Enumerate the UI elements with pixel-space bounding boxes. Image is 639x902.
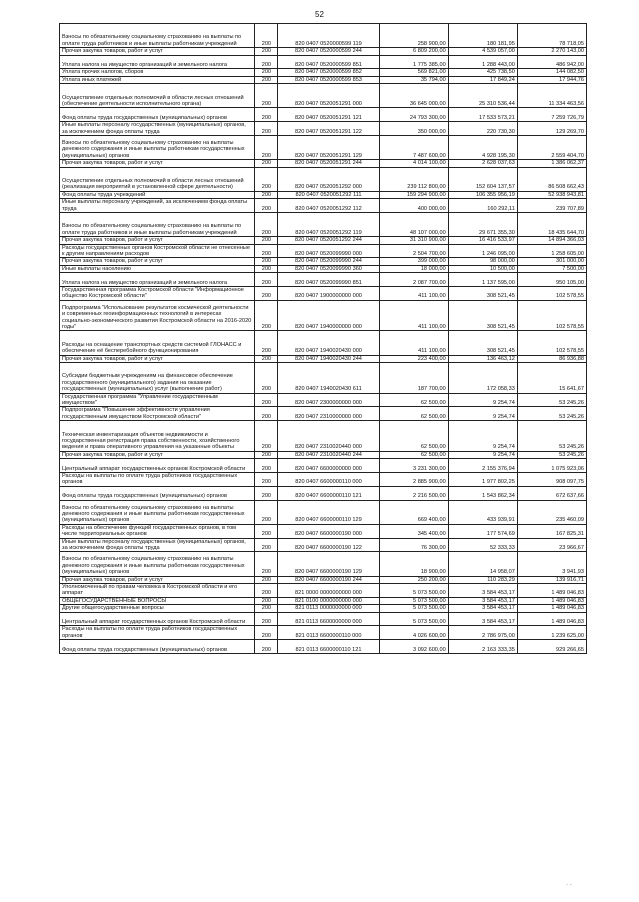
cell-line-code: 200 <box>255 597 278 604</box>
table-row <box>60 69 587 76</box>
cell-unexecuted: 1 489 046,83 <box>517 584 586 598</box>
table-row <box>60 199 587 213</box>
table-row <box>60 258 587 265</box>
cell-line-code: 200 <box>255 421 278 452</box>
cell-name: Уплата иных платежей <box>60 76 255 83</box>
cell-line-code: 200 <box>255 363 278 394</box>
cell-executed: 16 416 533,97 <box>448 237 517 244</box>
cell-budget-classification: 820 0407 0520000599 244 <box>278 48 379 55</box>
cell-line-code: 200 <box>255 576 278 583</box>
cell-name: Прочая закупка товаров, работ и услуг <box>60 451 255 458</box>
cell-line-code: 200 <box>255 300 278 331</box>
cell-name: Расходы государственных органов Костромской области не отнесенные к другим направлениям расходов <box>60 244 255 258</box>
cell-approved: 62 500,00 <box>379 421 448 452</box>
cell-line-code: 200 <box>255 393 278 407</box>
cell-name: Расходы на оснащение транспортных средств системой ГЛОНАСС и обеспечение её бесперебойного функционирования <box>60 331 255 355</box>
cell-executed: 4 539 057,00 <box>448 48 517 55</box>
cell-name: Центральный аппарат государственных органов Костромской области <box>60 612 255 626</box>
cell-approved: 1 775 385,00 <box>379 55 448 69</box>
cell-line-code: 200 <box>255 451 278 458</box>
table-row <box>60 473 587 487</box>
cell-executed: 3 584 453,17 <box>448 612 517 626</box>
cell-budget-classification: 820 0407 0520000599 853 <box>278 76 379 83</box>
cell-budget-classification: 820 0407 0520099990 851 <box>278 273 379 287</box>
cell-unexecuted: 15 641,67 <box>517 363 586 394</box>
table-row <box>60 605 587 612</box>
cell-unexecuted: 2 270 143,00 <box>517 48 586 55</box>
cell-line-code: 200 <box>255 191 278 198</box>
cell-budget-classification: 820 0407 0520051292 112 <box>278 199 379 213</box>
cell-executed: 52 333,33 <box>448 538 517 552</box>
cell-unexecuted: 1 239 625,00 <box>517 626 586 640</box>
cell-line-code: 200 <box>255 486 278 500</box>
table-row <box>60 136 587 160</box>
cell-line-code: 200 <box>255 265 278 272</box>
cell-unexecuted: 52 938 943,81 <box>517 191 586 198</box>
cell-budget-classification: 820 0407 0520051292 119 <box>278 213 379 237</box>
table-row <box>60 538 587 552</box>
cell-executed: 17 533 573,21 <box>448 108 517 122</box>
cell-unexecuted: 144 082,50 <box>517 69 586 76</box>
cell-line-code: 200 <box>255 473 278 487</box>
cell-line-code: 200 <box>255 287 278 301</box>
cell-line-code: 200 <box>255 524 278 538</box>
cell-executed: 3 584 453,17 <box>448 605 517 612</box>
cell-line-code: 200 <box>255 69 278 76</box>
cell-name: Осуществление отдельных полномочий в области лесных отношений (обеспечение деятельности исполнительного органа) <box>60 84 255 108</box>
cell-budget-classification: 820 0407 0520051291 129 <box>278 136 379 160</box>
cell-approved: 3 092 600,00 <box>379 640 448 654</box>
cell-budget-classification: 820 0407 6600000190 244 <box>278 576 379 583</box>
cell-executed: 160 292,11 <box>448 199 517 213</box>
cell-executed: 425 738,50 <box>448 69 517 76</box>
cell-executed: 25 310 536,44 <box>448 84 517 108</box>
cell-approved: 62 500,00 <box>379 451 448 458</box>
table-row <box>60 55 587 69</box>
cell-name: ОБЩЕГОСУДАРСТВЕННЫЕ ВОПРОСЫ <box>60 597 255 604</box>
cell-line-code: 200 <box>255 48 278 55</box>
cell-executed: 177 574,69 <box>448 524 517 538</box>
cell-executed: 9 254,74 <box>448 421 517 452</box>
cell-name: Подпрограмма "Повышение эффективности управления государственным имуществом Костромской области" <box>60 407 255 421</box>
cell-budget-classification: 820 0407 1940020430 611 <box>278 363 379 394</box>
cell-approved: 258 900,00 <box>379 24 448 48</box>
table-row <box>60 160 587 167</box>
cell-name: Прочая закупка товаров, работ и услуг <box>60 48 255 55</box>
table-row <box>60 552 587 576</box>
cell-name: Фонд оплаты труда государственных (муниципальных) органов <box>60 640 255 654</box>
cell-name: Расходы на выплаты по оплате труда работников государственных органов <box>60 626 255 640</box>
cell-budget-classification: 820 0407 0520099990 360 <box>278 265 379 272</box>
cell-unexecuted: 1 258 605,00 <box>517 244 586 258</box>
table-row <box>60 24 587 48</box>
cell-budget-classification: 820 0407 0520000599 851 <box>278 55 379 69</box>
cell-budget-classification: 821 0113 6600000110 000 <box>278 626 379 640</box>
cell-executed: 1 246 095,00 <box>448 244 517 258</box>
cell-budget-classification: 820 0407 0520099990 000 <box>278 244 379 258</box>
cell-approved: 3 231 300,00 <box>379 459 448 473</box>
table-row <box>60 191 587 198</box>
cell-approved: 4 014 100,00 <box>379 160 448 167</box>
cell-name: Уплата прочих налогов, сборов <box>60 69 255 76</box>
cell-line-code: 200 <box>255 199 278 213</box>
cell-name: Иные выплаты населению <box>60 265 255 272</box>
cell-unexecuted: 11 334 463,56 <box>517 84 586 108</box>
cell-approved: 4 026 600,00 <box>379 626 448 640</box>
cell-budget-classification: 820 0407 2310020440 244 <box>278 451 379 458</box>
cell-name: Прочая закупка товаров, работ и услуг <box>60 576 255 583</box>
cell-line-code: 200 <box>255 258 278 265</box>
cell-budget-classification: 820 0407 6600000110 000 <box>278 473 379 487</box>
cell-budget-classification: 820 0407 1900000000 000 <box>278 287 379 301</box>
table-row <box>60 287 587 301</box>
cell-line-code: 200 <box>255 273 278 287</box>
cell-approved: 350 000,00 <box>379 122 448 136</box>
cell-name: Взносы по обязательному социальному страхованию на выплаты по оплате труда работников и иные выплаты работникам учреждений <box>60 24 255 48</box>
cell-line-code: 200 <box>255 122 278 136</box>
cell-executed: 9 254,74 <box>448 393 517 407</box>
cell-executed: 308 521,45 <box>448 287 517 301</box>
cell-executed: 106 355 956,19 <box>448 191 517 198</box>
cell-line-code: 200 <box>255 331 278 355</box>
cell-executed: 29 671 355,30 <box>448 213 517 237</box>
table-row <box>60 167 587 191</box>
cell-executed: 152 604 137,57 <box>448 167 517 191</box>
cell-unexecuted: 235 460,09 <box>517 500 586 524</box>
cell-approved: 411 100,00 <box>379 287 448 301</box>
cell-name: Государственная программа "Управление государственным имуществом" <box>60 393 255 407</box>
cell-approved: 411 100,00 <box>379 300 448 331</box>
cell-unexecuted: 86 508 662,43 <box>517 167 586 191</box>
cell-approved: 5 073 500,00 <box>379 597 448 604</box>
cell-unexecuted: 929 266,65 <box>517 640 586 654</box>
cell-budget-classification: 820 0407 0520051292 111 <box>278 191 379 198</box>
cell-unexecuted: 7 500,00 <box>517 265 586 272</box>
cell-executed: 1 137 595,00 <box>448 273 517 287</box>
table-row <box>60 273 587 287</box>
cell-name: Техническая инвентаризация объектов недвижимости и государственная регистрация права собственности, хозяйственного ведения и права оперативного управления на указанные объекты <box>60 421 255 452</box>
cell-line-code: 200 <box>255 76 278 83</box>
cell-line-code: 200 <box>255 612 278 626</box>
cell-unexecuted: 1 489 046,83 <box>517 597 586 604</box>
cell-line-code: 200 <box>255 167 278 191</box>
cell-approved: 76 300,00 <box>379 538 448 552</box>
cell-line-code: 200 <box>255 407 278 421</box>
cell-name: Прочая закупка товаров, работ и услуг <box>60 237 255 244</box>
cell-approved: 5 073 500,00 <box>379 605 448 612</box>
cell-name: Расходы на выплаты по оплате труда работников государственных органов <box>60 473 255 487</box>
cell-unexecuted: 53 245,26 <box>517 393 586 407</box>
cell-name: Фонд оплаты труда учреждений <box>60 191 255 198</box>
cell-executed: 180 181,95 <box>448 24 517 48</box>
table-row <box>60 363 587 394</box>
cell-executed: 2 786 975,00 <box>448 626 517 640</box>
cell-line-code: 200 <box>255 605 278 612</box>
cell-unexecuted: 78 718,05 <box>517 24 586 48</box>
cell-name: Осуществление отдельных полномочий в области лесных отношений (реализация мероприятий в установленной сфере деятельности) <box>60 167 255 191</box>
cell-unexecuted: 17 944,76 <box>517 76 586 83</box>
cell-line-code: 200 <box>255 355 278 362</box>
cell-unexecuted: 1 075 923,06 <box>517 459 586 473</box>
cell-unexecuted: 1 489 046,83 <box>517 605 586 612</box>
cell-unexecuted: 486 942,00 <box>517 55 586 69</box>
cell-name: Фонд оплаты труда государственных (муниципальных) органов <box>60 108 255 122</box>
table-row <box>60 108 587 122</box>
cell-budget-classification: 820 0407 0520000599 852 <box>278 69 379 76</box>
cell-unexecuted: 23 966,67 <box>517 538 586 552</box>
cell-budget-classification: 820 0407 0520051292 000 <box>278 167 379 191</box>
cell-budget-classification: 820 0407 0520051291 244 <box>278 160 379 167</box>
cell-unexecuted: 672 637,66 <box>517 486 586 500</box>
cell-name: Другие общегосударственные вопросы <box>60 605 255 612</box>
cell-executed: 433 939,91 <box>448 500 517 524</box>
cell-budget-classification: 821 0100 0000000000 000 <box>278 597 379 604</box>
page-number: 52 <box>315 10 324 19</box>
cell-line-code: 200 <box>255 244 278 258</box>
cell-approved: 159 294 900,00 <box>379 191 448 198</box>
table-body <box>60 24 587 654</box>
cell-approved: 31 310 900,00 <box>379 237 448 244</box>
cell-name: Центральный аппарат государственных органов Костромской области <box>60 459 255 473</box>
table-row <box>60 597 587 604</box>
cell-unexecuted: 2 559 404,70 <box>517 136 586 160</box>
cell-unexecuted: 301 000,00 <box>517 258 586 265</box>
cell-line-code: 200 <box>255 459 278 473</box>
table-row <box>60 407 587 421</box>
table-row <box>60 524 587 538</box>
cell-name: Иные выплаты персоналу государственных (муниципальных) органов, за исключением фонда оплаты труда <box>60 538 255 552</box>
table-row <box>60 76 587 83</box>
cell-unexecuted: 102 578,55 <box>517 331 586 355</box>
cell-line-code: 200 <box>255 552 278 576</box>
table-row <box>60 331 587 355</box>
cell-budget-classification: 820 0407 0520051291 000 <box>278 84 379 108</box>
cell-approved: 35 794,00 <box>379 76 448 83</box>
cell-executed: 98 000,00 <box>448 258 517 265</box>
cell-budget-classification: 820 0407 2310020440 000 <box>278 421 379 452</box>
cell-approved: 62 500,00 <box>379 407 448 421</box>
cell-approved: 18 000,00 <box>379 265 448 272</box>
table-row <box>60 48 587 55</box>
cell-name: Уполномоченный по правам человека в Костромской области и его аппарат <box>60 584 255 598</box>
cell-executed: 172 058,33 <box>448 363 517 394</box>
cell-budget-classification: 820 0407 2300000000 000 <box>278 393 379 407</box>
cell-budget-classification: 820 0407 6600000110 129 <box>278 500 379 524</box>
cell-executed: 3 584 453,17 <box>448 584 517 598</box>
cell-line-code: 200 <box>255 500 278 524</box>
cell-budget-classification: 821 0113 6600000110 121 <box>278 640 379 654</box>
table-row <box>60 459 587 473</box>
cell-unexecuted: 53 245,26 <box>517 421 586 452</box>
table-row <box>60 122 587 136</box>
cell-executed: 110 283,29 <box>448 576 517 583</box>
cell-name: Взносы по обязательному социальному страхованию на выплаты денежного содержания и иные выплаты работникам государственных (муниципальных) органов <box>60 500 255 524</box>
cell-line-code: 200 <box>255 584 278 598</box>
cell-name: Прочая закупка товаров, работ и услуг <box>60 355 255 362</box>
cell-approved: 569 821,00 <box>379 69 448 76</box>
table-row <box>60 486 587 500</box>
cell-executed: 4 928 195,30 <box>448 136 517 160</box>
cell-approved: 5 073 500,00 <box>379 584 448 598</box>
cell-executed: 10 500,00 <box>448 265 517 272</box>
cell-unexecuted: 7 259 726,79 <box>517 108 586 122</box>
cell-executed: 9 254,74 <box>448 407 517 421</box>
table-row <box>60 640 587 654</box>
cell-approved: 48 107 000,00 <box>379 213 448 237</box>
cell-name: Уплата налога на имущество организаций и земельного налога <box>60 55 255 69</box>
table-row <box>60 213 587 237</box>
cell-approved: 2 087 700,00 <box>379 273 448 287</box>
table-row <box>60 393 587 407</box>
cell-budget-classification: 820 0407 0520000599 119 <box>278 24 379 48</box>
cell-unexecuted: 53 245,26 <box>517 407 586 421</box>
cell-unexecuted: 239 707,89 <box>517 199 586 213</box>
cell-budget-classification: 820 0407 6600000190 000 <box>278 524 379 538</box>
table-row <box>60 421 587 452</box>
cell-executed: 2 155 376,94 <box>448 459 517 473</box>
table-row <box>60 265 587 272</box>
cell-executed: 1 288 443,00 <box>448 55 517 69</box>
cell-name: Прочая закупка товаров, работ и услуг <box>60 160 255 167</box>
cell-approved: 250 200,00 <box>379 576 448 583</box>
cell-name: Уплата налога на имущество организаций и земельного налога <box>60 273 255 287</box>
cell-line-code: 200 <box>255 24 278 48</box>
cell-unexecuted: 86 936,88 <box>517 355 586 362</box>
scan-artifact: . . <box>566 880 572 887</box>
cell-budget-classification: 820 0407 1940020430 000 <box>278 331 379 355</box>
cell-unexecuted: 102 578,55 <box>517 287 586 301</box>
cell-line-code: 200 <box>255 108 278 122</box>
cell-line-code: 200 <box>255 213 278 237</box>
cell-unexecuted: 129 269,70 <box>517 122 586 136</box>
cell-approved: 5 073 500,00 <box>379 612 448 626</box>
cell-budget-classification: 820 0407 0520051291 121 <box>278 108 379 122</box>
cell-approved: 400 000,00 <box>379 199 448 213</box>
cell-unexecuted: 950 105,00 <box>517 273 586 287</box>
cell-executed: 17 849,24 <box>448 76 517 83</box>
cell-approved: 345 400,00 <box>379 524 448 538</box>
cell-line-code: 200 <box>255 538 278 552</box>
table-row <box>60 576 587 583</box>
cell-name: Субсидии бюджетным учреждениям на финансовое обеспечение государственного (муниципального) задания на оказание государственных (муниципальных) услуг (выполнение работ) <box>60 363 255 394</box>
cell-approved: 6 809 200,00 <box>379 48 448 55</box>
cell-approved: 2 504 700,00 <box>379 244 448 258</box>
table-row <box>60 612 587 626</box>
cell-executed: 136 463,12 <box>448 355 517 362</box>
cell-approved: 62 500,00 <box>379 393 448 407</box>
cell-name: Прочая закупка товаров, работ и услуг <box>60 258 255 265</box>
cell-approved: 24 793 300,00 <box>379 108 448 122</box>
cell-unexecuted: 18 435 644,70 <box>517 213 586 237</box>
table-row <box>60 355 587 362</box>
cell-line-code: 200 <box>255 55 278 69</box>
cell-executed: 220 730,30 <box>448 122 517 136</box>
cell-executed: 308 521,45 <box>448 331 517 355</box>
cell-approved: 669 400,00 <box>379 500 448 524</box>
cell-approved: 411 100,00 <box>379 331 448 355</box>
cell-name: Взносы по обязательному социальному страхованию на выплаты по оплате труда работников и иные выплаты работникам учреждений <box>60 213 255 237</box>
cell-approved: 18 900,00 <box>379 552 448 576</box>
table-row <box>60 244 587 258</box>
cell-approved: 7 487 600,00 <box>379 136 448 160</box>
cell-executed: 1 977 802,25 <box>448 473 517 487</box>
cell-executed: 308 521,45 <box>448 300 517 331</box>
cell-unexecuted: 3 941,93 <box>517 552 586 576</box>
cell-approved: 2 216 500,00 <box>379 486 448 500</box>
cell-approved: 399 000,00 <box>379 258 448 265</box>
cell-name: Иные выплаты персоналу учреждений, за исключением фонда оплаты труда <box>60 199 255 213</box>
cell-budget-classification: 821 0113 6600000000 000 <box>278 612 379 626</box>
cell-executed: 3 584 453,17 <box>448 597 517 604</box>
cell-approved: 2 885 900,00 <box>379 473 448 487</box>
cell-unexecuted: 139 916,71 <box>517 576 586 583</box>
cell-budget-classification: 820 0407 1940000000 000 <box>278 300 379 331</box>
table-row <box>60 500 587 524</box>
table-row <box>60 451 587 458</box>
cell-approved: 239 112 800,00 <box>379 167 448 191</box>
cell-unexecuted: 1 489 046,83 <box>517 612 586 626</box>
cell-budget-classification: 820 0407 1940020430 244 <box>278 355 379 362</box>
cell-budget-classification: 820 0407 6600000110 121 <box>278 486 379 500</box>
cell-budget-classification: 820 0407 6600000000 000 <box>278 459 379 473</box>
cell-line-code: 200 <box>255 136 278 160</box>
cell-line-code: 200 <box>255 160 278 167</box>
cell-budget-classification: 820 0407 6600000190 129 <box>278 552 379 576</box>
cell-unexecuted: 102 578,55 <box>517 300 586 331</box>
cell-line-code: 200 <box>255 640 278 654</box>
cell-executed: 9 254,74 <box>448 451 517 458</box>
table-row <box>60 84 587 108</box>
cell-line-code: 200 <box>255 84 278 108</box>
table-row <box>60 584 587 598</box>
table-row <box>60 300 587 331</box>
cell-budget-classification: 820 0407 0520051292 244 <box>278 237 379 244</box>
cell-budget-classification: 821 0000 0000000000 000 <box>278 584 379 598</box>
budget-execution-table <box>59 23 587 654</box>
cell-line-code: 200 <box>255 626 278 640</box>
cell-approved: 36 645 000,00 <box>379 84 448 108</box>
cell-executed: 1 543 862,34 <box>448 486 517 500</box>
cell-name: Взносы по обязательному социальному страхованию на выплаты денежного содержания и иные выплаты работникам государственных (муниципальных) органов <box>60 552 255 576</box>
cell-budget-classification: 820 0407 2310000000 000 <box>278 407 379 421</box>
cell-name: Расходы на обеспечение функций государственных органов, в том числе территориальных органов <box>60 524 255 538</box>
cell-budget-classification: 820 0407 6600000190 122 <box>278 538 379 552</box>
cell-unexecuted: 167 825,31 <box>517 524 586 538</box>
cell-executed: 2 163 333,35 <box>448 640 517 654</box>
cell-name: Подпрограмма "Использование результатов космической деятельности и современных геоинформационных технологий в интересах социально-экономического развития Костромской области на 2016-2020 годы" <box>60 300 255 331</box>
cell-budget-classification: 820 0407 0520051291 122 <box>278 122 379 136</box>
cell-unexecuted: 14 894 366,03 <box>517 237 586 244</box>
cell-executed: 14 958,07 <box>448 552 517 576</box>
table-row <box>60 626 587 640</box>
cell-budget-classification: 821 0113 0000000000 000 <box>278 605 379 612</box>
cell-unexecuted: 908 097,75 <box>517 473 586 487</box>
cell-name: Взносы по обязательному социальному страхованию на выплаты денежного содержания и иные выплаты работникам государственных (муниципальных) органов <box>60 136 255 160</box>
cell-unexecuted: 1 386 062,37 <box>517 160 586 167</box>
cell-unexecuted: 53 245,26 <box>517 451 586 458</box>
cell-approved: 187 700,00 <box>379 363 448 394</box>
table-row <box>60 237 587 244</box>
cell-executed: 2 628 037,63 <box>448 160 517 167</box>
cell-budget-classification: 820 0407 0520099990 244 <box>278 258 379 265</box>
cell-approved: 223 400,00 <box>379 355 448 362</box>
cell-name: Государственная программа Костромской области "Информационное общество Костромской области" <box>60 287 255 301</box>
cell-line-code: 200 <box>255 237 278 244</box>
cell-name: Фонд оплаты труда государственных (муниципальных) органов <box>60 486 255 500</box>
cell-name: Иные выплаты персоналу государственных (муниципальных) органов, за исключением фонда оплаты труда <box>60 122 255 136</box>
